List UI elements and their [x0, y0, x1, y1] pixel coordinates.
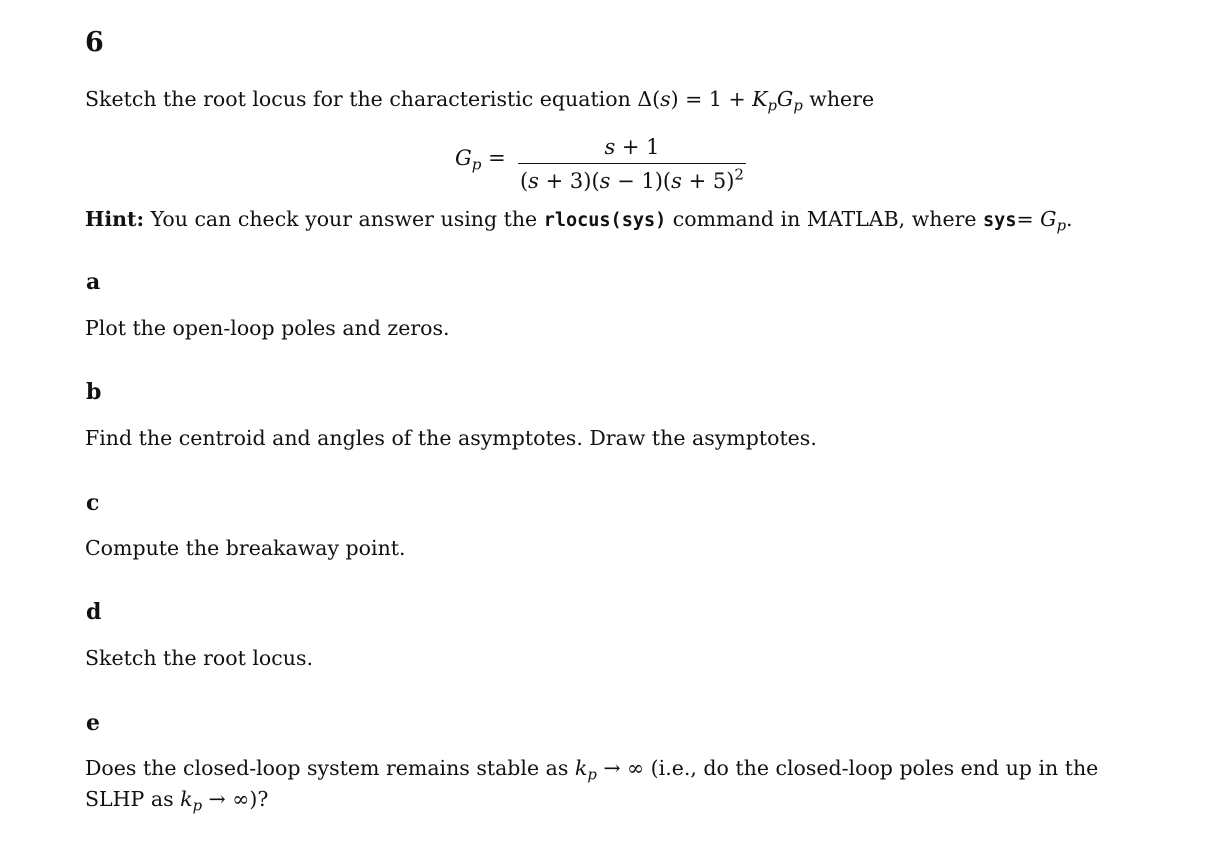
hint-text-before: You can check your answer using the: [150, 207, 538, 231]
part-label-a: a: [86, 269, 101, 295]
part-e-line2-before: SLHP as: [85, 787, 174, 811]
part-text-e-line1: [85, 753, 1098, 783]
part-label-d: d: [86, 599, 102, 625]
part-text-a: Plot the open-loop poles and zeros.: [85, 316, 450, 340]
intro-text: Sketch the root locus for the characteristic equation: [85, 87, 631, 111]
part-label-b: b: [86, 379, 102, 405]
part-e-text-before: Does the closed-loop system remains stable as: [85, 756, 569, 780]
hint-sys-equals: = $G_p$.: [1016, 207, 1073, 235]
part-e-limit-math-2: $k_p$ → ∞: [180, 787, 250, 815]
part-text-d: Sketch the root locus.: [85, 646, 313, 670]
part-e-line2-after: )?: [249, 787, 269, 811]
intro-where: where: [809, 87, 875, 111]
fraction-bar: [518, 163, 746, 164]
problem-statement: [85, 84, 874, 114]
part-text-c: Compute the breakaway point.: [85, 536, 406, 560]
hint-text-middle: command in MATLAB, where: [672, 207, 977, 231]
characteristic-equation: $\Delta(s) = 1 + K_pG_p$: [637, 87, 803, 115]
fraction-numerator: s + 1: [604, 135, 660, 159]
equation-lhs: $G_p$ =: [455, 146, 506, 174]
part-text-b: Find the centroid and angles of the asymptotes. Draw the asymptotes.: [85, 426, 817, 450]
hint-sys-code: sys: [983, 210, 1017, 231]
part-e-limit-math: $k_p$ → ∞: [574, 756, 645, 784]
hint-label: Hint:: [85, 207, 145, 231]
hint-command: rlocus(sys): [543, 210, 667, 231]
fraction: [518, 132, 746, 196]
fraction-denominator: $(s + 3)(s - 1)(s + 5)^2$: [519, 165, 745, 193]
problem-number: 6: [85, 27, 104, 58]
part-e-text-after: (i.e., do the closed-loop poles end up in the: [650, 756, 1099, 780]
part-text-e-line2: [85, 784, 268, 814]
part-label-c: c: [86, 490, 100, 516]
part-label-e: e: [86, 710, 100, 736]
hint: [85, 204, 1073, 236]
